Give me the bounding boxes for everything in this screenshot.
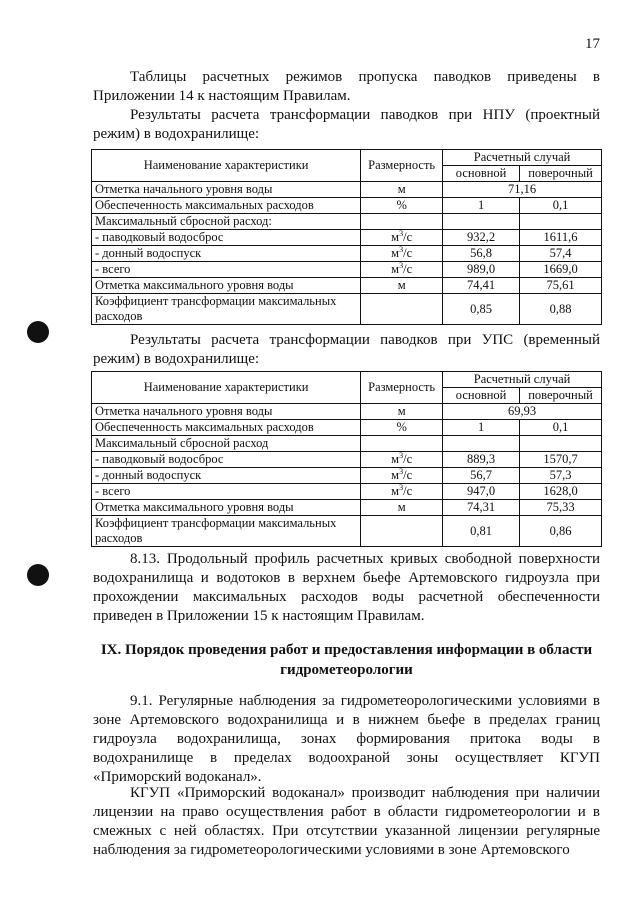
row-unit xyxy=(361,516,443,547)
row-name: - донный водоспуск xyxy=(92,468,361,484)
row-name: Отметка максимального уровня воды xyxy=(92,500,361,516)
row-name: - донный водоспуск xyxy=(92,246,361,262)
row-value-check: 0,1 xyxy=(520,420,602,436)
header-case: Расчетный случай xyxy=(443,150,602,166)
row-name: Отметка максимального уровня воды xyxy=(92,278,361,294)
row-unit: $м^3/с$ xyxy=(361,468,443,484)
row-value-check: 75,33 xyxy=(520,500,602,516)
row-value-check: 0,86 xyxy=(520,516,602,547)
row-name: Отметка начального уровня воды xyxy=(92,182,361,198)
row-value-merged: 71,16 xyxy=(443,182,602,198)
section-heading-ix: IX. Порядок проведения работ и предоставления информации в области гидрометеорологии xyxy=(100,642,593,678)
table-row xyxy=(92,420,602,436)
row-value-check: 0,1 xyxy=(520,198,602,214)
row-value-main xyxy=(443,214,520,230)
row-unit: $м^3/с$ xyxy=(361,484,443,500)
row-unit: м xyxy=(361,182,443,198)
row-value-main: 1 xyxy=(443,198,520,214)
row-unit: $м^3/с$ xyxy=(361,262,443,278)
row-value-check: 1669,0 xyxy=(520,262,602,278)
row-unit xyxy=(361,214,443,230)
row-value-check: 75,61 xyxy=(520,278,602,294)
table-row xyxy=(92,198,602,214)
row-unit xyxy=(361,436,443,452)
header-name: Наименование характеристики xyxy=(92,150,361,182)
row-name: Обеспеченность максимальных расходов xyxy=(92,420,361,436)
table-row xyxy=(92,214,602,230)
header-case: Расчетный случай xyxy=(443,372,602,388)
row-value-main: 1 xyxy=(443,420,520,436)
paragraph-9-1: 9.1. Регулярные наблюдения за гидрометеорологическими условиями в зоне Артемовского водохранилища и в нижнем бьефе в пределах границ гидроузла водохранилища, зонах формирования притока воды в водохранилище в пределах водоохраной зоны осуществляет КГУП «Приморский водоканал». xyxy=(93,693,600,785)
row-value-check xyxy=(520,436,602,452)
row-name: Максимальный сбросной расход xyxy=(92,436,361,452)
row-unit: $м^3/с$ xyxy=(361,230,443,246)
row-name: - всего xyxy=(92,262,361,278)
ups-intro-paragraph: Результаты расчета трансформации паводков при УПС (временный режим) в водохранилище: xyxy=(93,332,600,367)
row-unit: $м^3/с$ xyxy=(361,246,443,262)
table-row xyxy=(92,468,602,484)
row-value-check xyxy=(520,214,602,230)
row-value-main: 889,3 xyxy=(443,452,520,468)
row-unit: % xyxy=(361,420,443,436)
row-unit xyxy=(361,294,443,325)
header-check: поверочный xyxy=(520,166,602,182)
paragraph-kgup: КГУП «Приморский водоканал» производит наблюдения при наличии лицензии на право осуществления работ в области гидрометеорологии и в смежных с ней областях. При отсутствии указанной лицензии регулярные наблюдения за гидрометеорологическими условиями в зоне Артемовского xyxy=(93,785,600,858)
header-main: основной xyxy=(443,388,520,404)
npu-results-table xyxy=(91,149,602,325)
row-value-main: 0,81 xyxy=(443,516,520,547)
row-value-main xyxy=(443,436,520,452)
paragraph-8-13: 8.13. Продольный профиль расчетных кривых свободной поверхности водохранилища и водотоков в верхнем бьефе Артемовского гидроузла при прохождении максимальных расходов воды расчетной обеспеченности приведен в Приложении 15 к настоящим Правилам. xyxy=(93,551,600,624)
row-value-check: 1570,7 xyxy=(520,452,602,468)
table-row xyxy=(92,182,602,198)
row-value-main: 56,8 xyxy=(443,246,520,262)
row-name: Обеспеченность максимальных расходов xyxy=(92,198,361,214)
table-row xyxy=(92,404,602,420)
row-value-merged: 69,93 xyxy=(443,404,602,420)
row-name: Коэффициент трансформации максимальных расходов xyxy=(92,516,361,547)
row-unit: м xyxy=(361,278,443,294)
header-main: основной xyxy=(443,166,520,182)
table-row xyxy=(92,500,602,516)
row-unit: $м^3/с$ xyxy=(361,452,443,468)
table-row xyxy=(92,436,602,452)
table-row xyxy=(92,452,602,468)
row-unit: м xyxy=(361,500,443,516)
row-value-check: 1611,6 xyxy=(520,230,602,246)
table-row xyxy=(92,516,602,547)
row-name: - паводковый водосброс xyxy=(92,452,361,468)
row-value-main: 989,0 xyxy=(443,262,520,278)
row-value-check: 1628,0 xyxy=(520,484,602,500)
table-row xyxy=(92,246,602,262)
header-check: поверочный xyxy=(520,388,602,404)
row-unit: м xyxy=(361,404,443,420)
row-name: Максимальный сбросной расход: xyxy=(92,214,361,230)
npu-intro-paragraph: Результаты расчета трансформации паводков при НПУ (проектный режим) в водохранилище: xyxy=(93,107,600,142)
row-value-main: 947,0 xyxy=(443,484,520,500)
row-value-check: 0,88 xyxy=(520,294,602,325)
row-value-main: 74,41 xyxy=(443,278,520,294)
row-value-main: 56,7 xyxy=(443,468,520,484)
row-value-main: 0,85 xyxy=(443,294,520,325)
page-number: 17 xyxy=(585,36,600,52)
row-name: Коэффициент трансформации максимальных расходов xyxy=(92,294,361,325)
table-row xyxy=(92,294,602,325)
table-row xyxy=(92,262,602,278)
header-unit: Размерность xyxy=(361,372,443,404)
table-row xyxy=(92,278,602,294)
table-row xyxy=(92,230,602,246)
table-row xyxy=(92,484,602,500)
row-value-check: 57,3 xyxy=(520,468,602,484)
hole-punch-mark-top xyxy=(27,321,49,343)
row-value-main: 74,31 xyxy=(443,500,520,516)
header-unit: Размерность xyxy=(361,150,443,182)
header-name: Наименование характеристики xyxy=(92,372,361,404)
row-unit: % xyxy=(361,198,443,214)
row-value-check: 57,4 xyxy=(520,246,602,262)
intro-paragraph: Таблицы расчетных режимов пропуска паводков приведены в Приложении 14 к настоящим Правилам. xyxy=(93,69,600,104)
ups-results-table xyxy=(91,371,602,547)
hole-punch-mark-bottom xyxy=(27,564,49,586)
row-name: - паводковый водосброс xyxy=(92,230,361,246)
row-name: - всего xyxy=(92,484,361,500)
row-name: Отметка начального уровня воды xyxy=(92,404,361,420)
row-value-main: 932,2 xyxy=(443,230,520,246)
